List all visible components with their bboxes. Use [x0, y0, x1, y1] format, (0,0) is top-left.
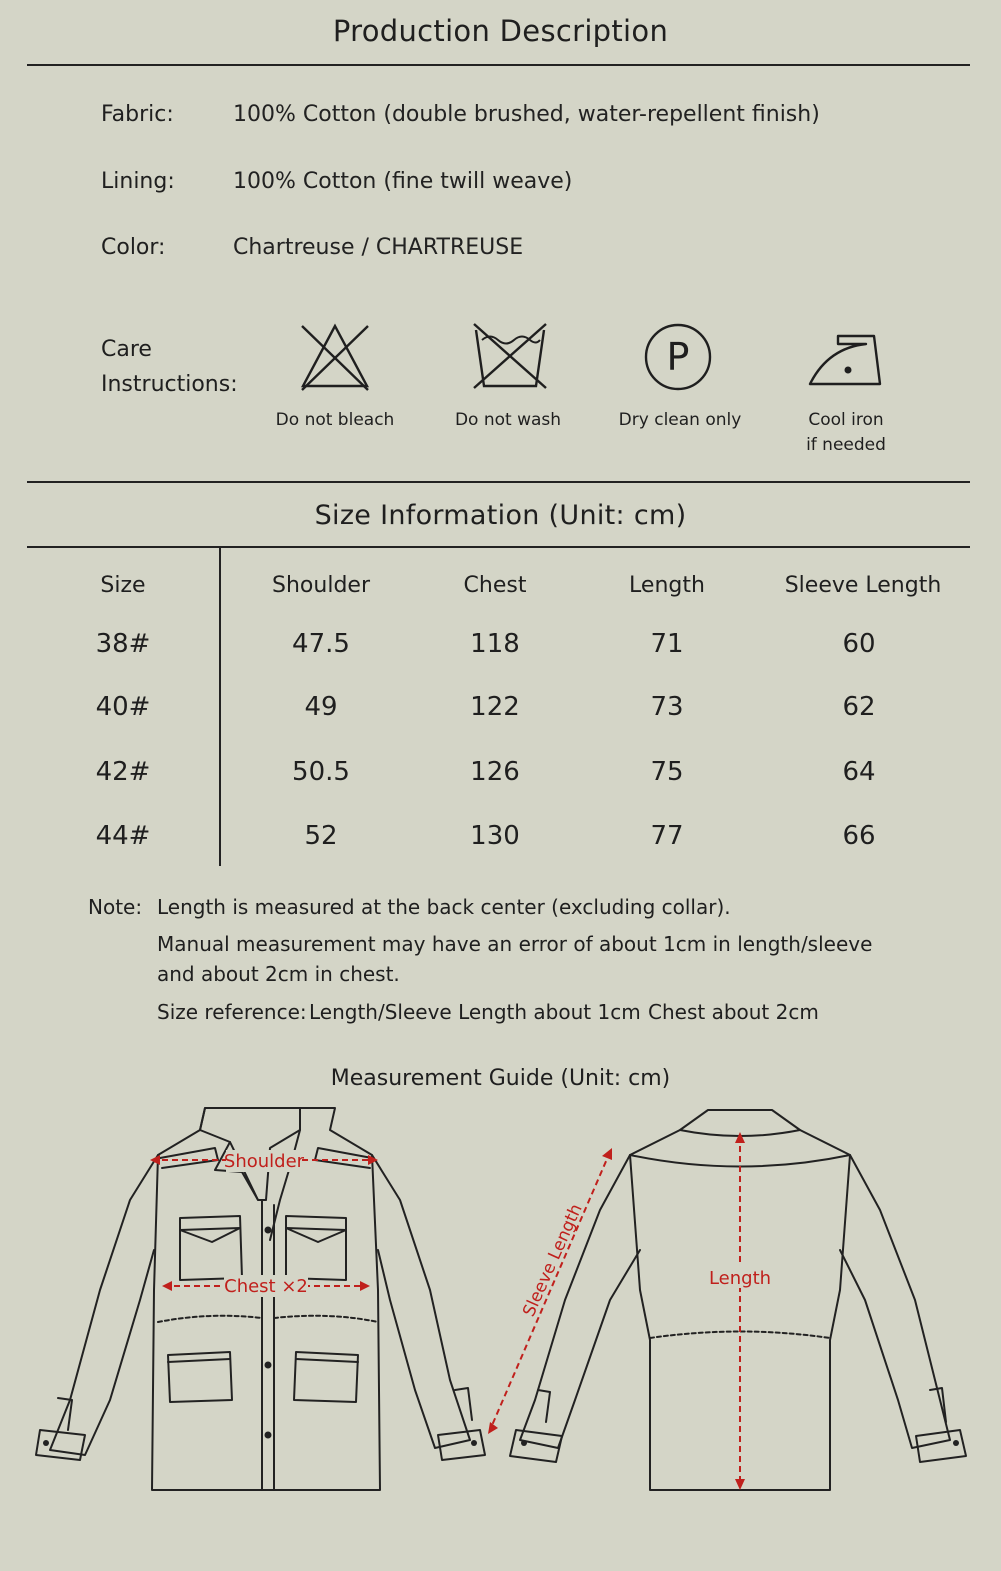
table-cell: 40# — [95, 692, 151, 722]
lining-label: Lining: — [101, 169, 175, 194]
table-cell: 62 — [842, 692, 876, 722]
table-cell: 38# — [95, 629, 151, 659]
dry-clean-icon — [643, 322, 713, 392]
care-label-line1: Care — [101, 337, 152, 362]
table-cell: 49 — [304, 692, 338, 722]
table-cell: 44# — [95, 821, 151, 851]
no-bleach-icon — [298, 320, 372, 395]
color-value: Chartreuse / CHARTREUSE — [233, 235, 524, 260]
note-line-1: Length is measured at the back center (excluding collar). — [157, 895, 731, 919]
table-cell: 122 — [470, 692, 520, 722]
table-cell: 130 — [470, 821, 520, 851]
table-cell: 75 — [650, 757, 684, 787]
table-cell: 66 — [842, 821, 876, 851]
back-jacket-illustration — [480, 1100, 970, 1500]
dry-clean-letter: P — [666, 335, 690, 379]
care-caption-dry-clean: Dry clean only — [618, 410, 742, 430]
shoulder-label: Shoulder — [223, 1151, 305, 1172]
table-cell: 64 — [842, 757, 876, 787]
table-cell: 60 — [842, 629, 876, 659]
header-sleeve-length: Sleeve Length — [784, 573, 942, 598]
note-line-2: Manual measurement may have an error of about 1cm in length/sleeve — [157, 932, 873, 956]
front-jacket-illustration — [30, 1100, 490, 1500]
header-shoulder: Shoulder — [272, 573, 370, 598]
size-reference-label: Size reference: — [157, 1000, 307, 1024]
sleeve-length-label: Sleeve Length — [519, 1201, 587, 1320]
table-cell: 118 — [470, 629, 520, 659]
header-length: Length — [629, 573, 705, 598]
size-table-top-rule — [27, 546, 970, 548]
size-column-divider — [219, 547, 221, 866]
table-cell: 71 — [650, 629, 684, 659]
note-label: Note: — [88, 895, 143, 919]
table-cell: 73 — [650, 692, 684, 722]
header-size: Size — [100, 573, 146, 598]
table-cell: 77 — [650, 821, 684, 851]
size-title: Size Information (Unit: cm) — [314, 500, 687, 531]
page-title: Production Description — [332, 14, 669, 48]
size-reference-chest: Chest about 2cm — [648, 1000, 819, 1024]
color-label: Color: — [101, 235, 166, 260]
header-chest: Chest — [463, 573, 527, 598]
no-wash-icon — [470, 320, 550, 392]
lining-value: 100% Cotton (fine twill weave) — [233, 169, 573, 194]
table-cell: 47.5 — [292, 629, 350, 659]
length-label: Length — [708, 1268, 772, 1289]
size-reference-length: Length/Sleeve Length about 1cm — [309, 1000, 641, 1024]
care-caption-bleach: Do not bleach — [275, 410, 395, 430]
care-caption-iron: Cool iron if needed — [806, 410, 886, 455]
table-cell: 42# — [95, 757, 151, 787]
care-caption-wash: Do not wash — [454, 410, 562, 430]
table-cell: 126 — [470, 757, 520, 787]
section-divider — [27, 481, 970, 483]
title-divider — [27, 64, 970, 66]
note-line-3: and about 2cm in chest. — [157, 962, 400, 986]
table-cell: 50.5 — [292, 757, 350, 787]
measurement-guide-title: Measurement Guide (Unit: cm) — [330, 1066, 671, 1091]
care-label-line2: Instructions: — [101, 372, 238, 397]
chest-label: Chest ×2 — [224, 1276, 308, 1297]
fabric-label: Fabric: — [101, 102, 174, 127]
cool-iron-icon — [808, 332, 884, 388]
fabric-value: 100% Cotton (double brushed, water-repellent finish) — [233, 102, 820, 127]
table-cell: 52 — [304, 821, 338, 851]
